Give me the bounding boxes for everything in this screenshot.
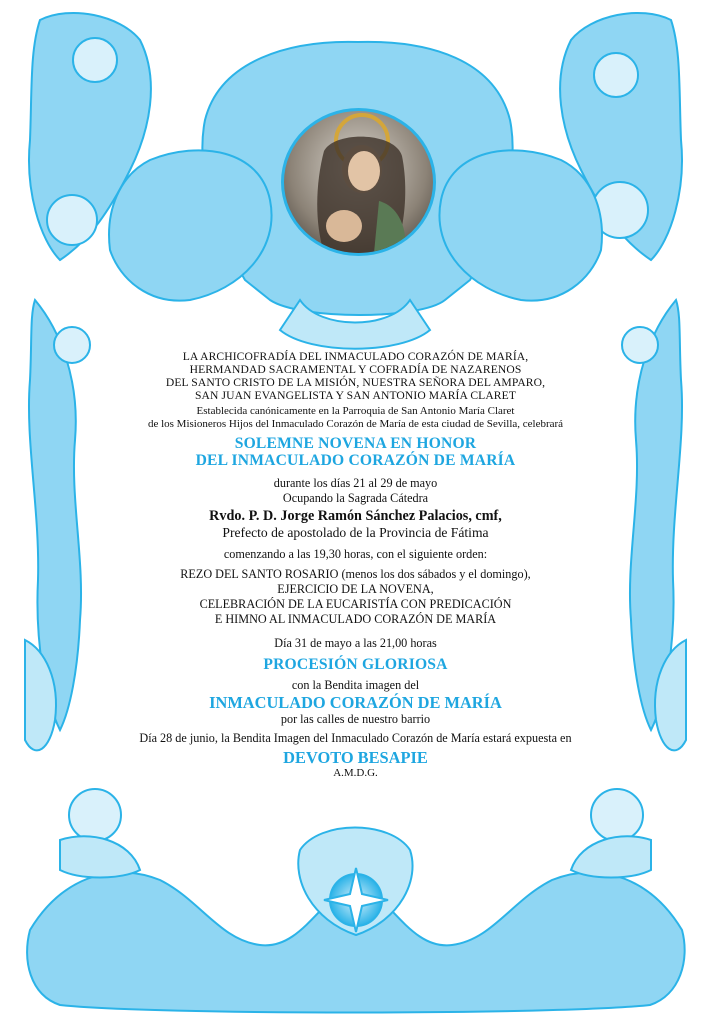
hermandad-line: LA ARCHICOFRADÍA DEL INMACULADO CORAZÓN DE MARÍA, <box>182 350 529 363</box>
order-line: REZO DEL SANTO ROSARIO (menos los dos sábados y el domingo), <box>180 567 531 581</box>
preacher-name: Rvdo. P. D. Jorge Ramón Sánchez Palacios, cmf, <box>209 508 502 524</box>
procesion-with-image: con la Bendita imagen del <box>291 678 420 692</box>
besapie-text: Día 28 de junio, la Bendita Imagen del Inmaculado Corazón de María estará expuesta en <box>139 731 572 745</box>
procesion-route: por las calles de nuestro barrio <box>280 712 431 726</box>
preacher-role: Prefecto de apostolado de la Provincia de Fátima <box>222 525 489 540</box>
novena-title-line-1: SOLEMNE NOVENA EN HONOR <box>234 435 477 452</box>
establecida-line: Establecida canónicamente en la Parroquia de San Antonio María Claret <box>196 405 515 417</box>
hermandad-line: SAN JUAN EVANGELISTA Y SAN ANTONIO MARÍA CLARET <box>195 389 516 402</box>
virgin-and-child-icon <box>284 111 433 253</box>
catedra-label: Ocupando la Sagrada Cátedra <box>282 491 429 505</box>
procesion-title: PROCESIÓN GLORIOSA <box>263 656 448 673</box>
order-line: CELEBRACIÓN DE LA EUCARISTÍA CON PREDICACIÓN <box>199 597 512 611</box>
novena-dates: durante los días 21 al 29 de mayo <box>273 476 438 490</box>
procesion-date: Día 31 de mayo a las 21,00 horas <box>274 636 437 650</box>
procesion-image-name: INMACULADO CORAZÓN DE MARÍA <box>209 693 502 712</box>
novena-title-line-2: DEL INMACULADO CORAZÓN DE MARÍA <box>195 452 516 469</box>
hermandad-line: HERMANDAD SACRAMENTAL Y COFRADÍA DE NAZARENOS <box>189 363 522 376</box>
poster-text <box>95 350 616 780</box>
order-intro: comenzando a las 19,30 horas, con el siguiente orden: <box>223 547 488 561</box>
establecida-line: de los Misioneros Hijos del Inmaculado Corazón de María de esta ciudad de Sevilla, celebrará <box>147 418 564 430</box>
amdg-label: A.M.D.G. <box>333 767 378 779</box>
order-line: E HIMNO AL INMACULADO CORAZÓN DE MARÍA <box>214 612 497 626</box>
hermandad-line: DEL SANTO CRISTO DE LA MISIÓN, NUESTRA SEÑORA DEL AMPARO, <box>165 376 546 389</box>
besapie-title: DEVOTO BESAPIE <box>283 748 428 767</box>
order-line: EJERCICIO DE LA NOVENA, <box>277 582 434 596</box>
virgin-and-child-medallion <box>281 108 436 256</box>
bottom-ornament <box>27 789 685 1013</box>
